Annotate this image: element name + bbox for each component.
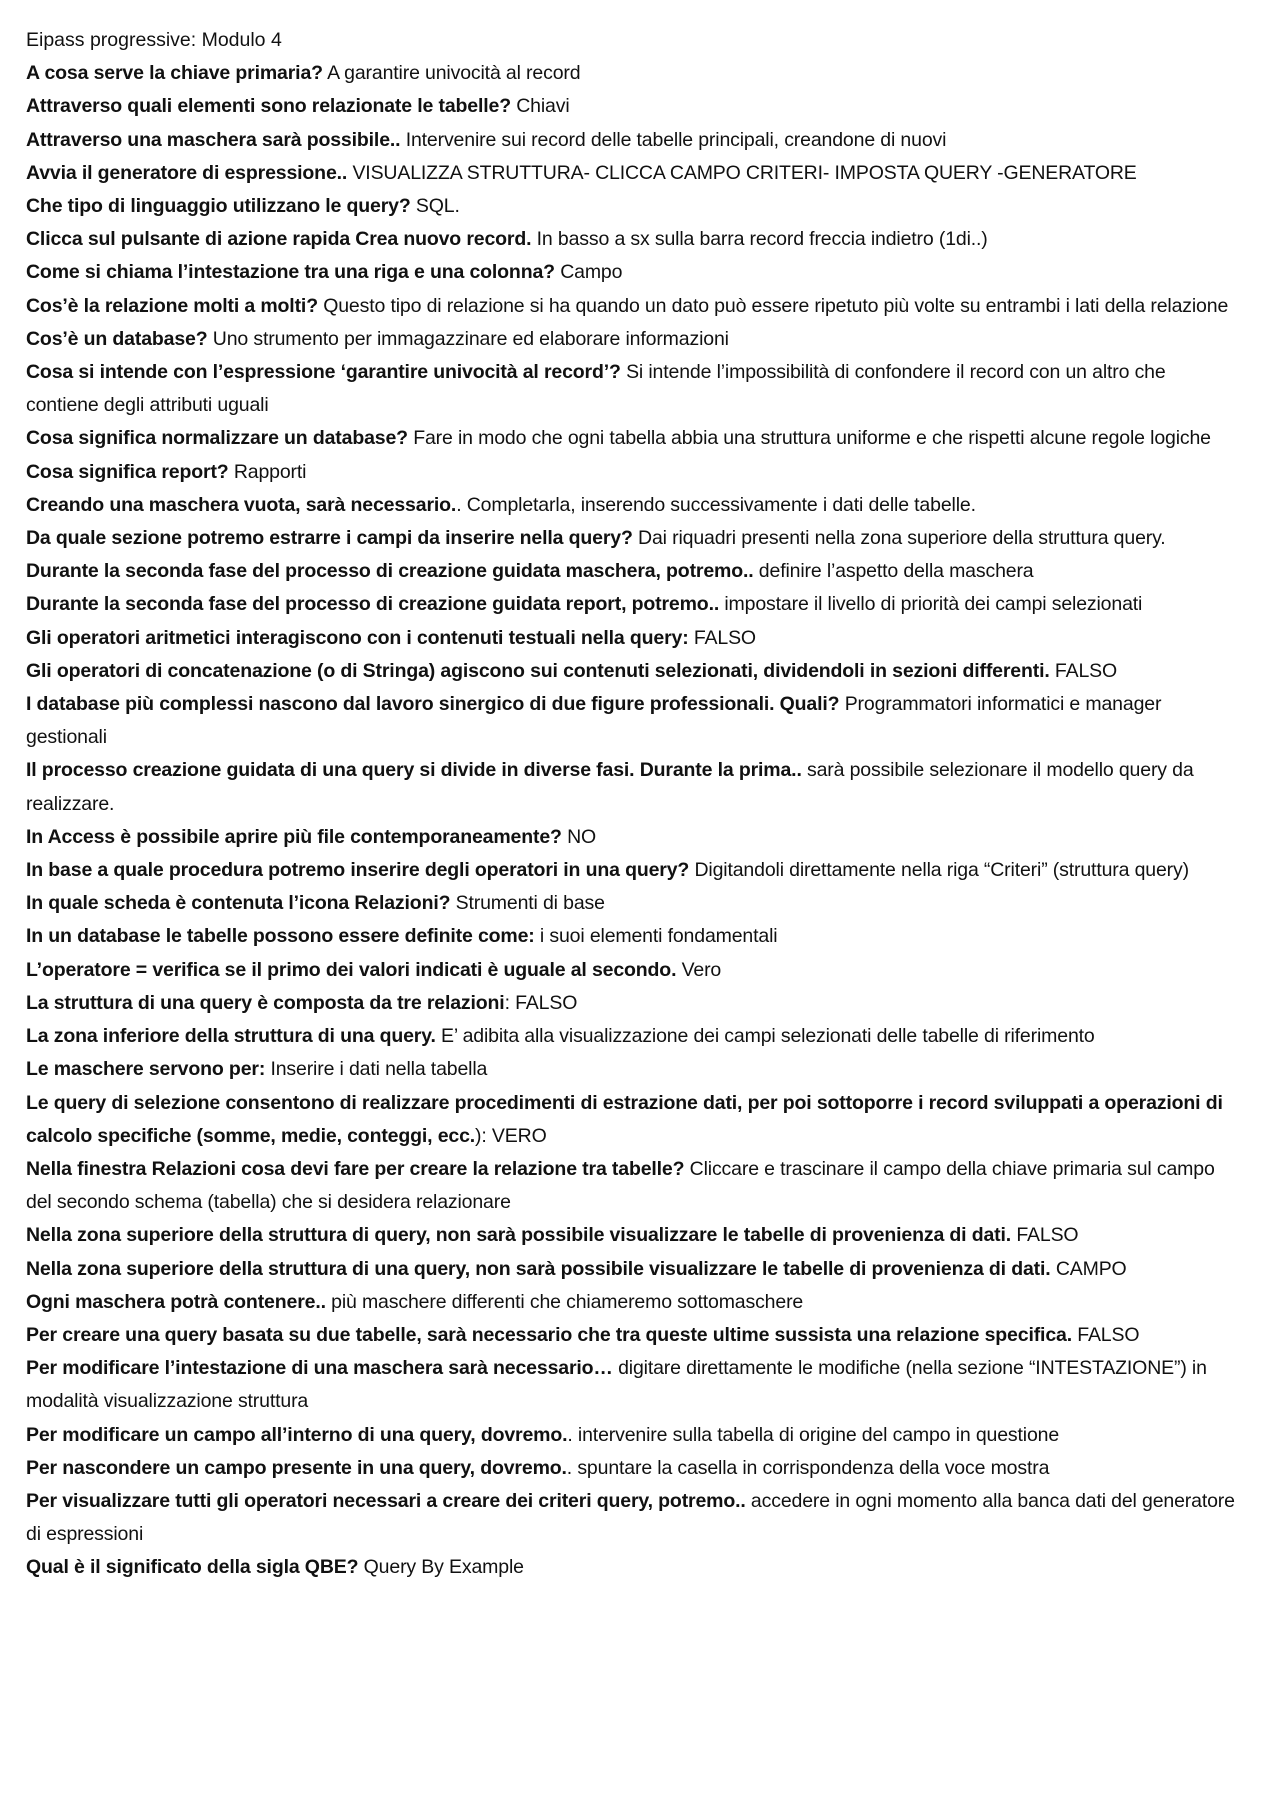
qa-answer: A garantire univocità al record xyxy=(322,62,581,85)
qa-question: Da quale sezione potremo estrarre i campi da inserire nella query? xyxy=(26,527,633,550)
qa-answer: FALSO xyxy=(1049,659,1118,682)
qa-answer: Rapporti xyxy=(228,460,307,483)
qa-answer: In basso a sx sulla barra record freccia indietro (1di..) xyxy=(531,228,988,251)
qa-item xyxy=(26,1087,1240,1153)
qa-question: In Access è possibile aprire più file contemporaneamente? xyxy=(26,825,562,848)
qa-item xyxy=(26,655,1240,688)
qa-question: Attraverso quali elementi sono relazionate le tabelle? xyxy=(26,95,511,118)
qa-item xyxy=(26,1053,1240,1086)
qa-answer: . Completarla, inserendo successivamente i dati delle tabelle. xyxy=(456,493,976,516)
qa-question: La struttura di una query è composta da tre relazioni xyxy=(26,991,505,1014)
qa-item xyxy=(26,920,1240,953)
qa-answer: digitare direttamente le modifiche (nella sezione “INTESTAZIONE”) in modalità visualizzazione struttura xyxy=(26,1357,1207,1413)
qa-question: Nella zona superiore della struttura di query, non sarà possibile visualizzare le tabelle di provenienza di dati. xyxy=(26,1224,1012,1247)
qa-item xyxy=(26,190,1240,223)
qa-answer: SQL. xyxy=(410,195,460,218)
qa-item xyxy=(26,223,1240,256)
qa-answer: : FALSO xyxy=(504,991,578,1014)
qa-item xyxy=(26,588,1240,621)
qa-item xyxy=(26,356,1240,422)
qa-question: Cos’è un database? xyxy=(26,327,208,350)
qa-item xyxy=(26,456,1240,489)
qa-question: Cosa significa report? xyxy=(26,460,229,483)
qa-answer: accedere in ogni momento alla banca dati del generatore di espressioni xyxy=(26,1489,1235,1546)
qa-answer: FALSO xyxy=(688,626,756,649)
qa-item xyxy=(26,522,1240,555)
qa-question: Le query di selezione consentono di realizzare procedimenti di estrazione dati, per poi sottoporre i record sviluppati a operazioni di calcolo specifiche (somme, medie, conteggi, ecc. xyxy=(26,1091,1223,1147)
qa-item xyxy=(26,323,1240,356)
qa-question: Cosa significa normalizzare un database? xyxy=(26,427,408,450)
qa-item xyxy=(26,1253,1240,1286)
qa-answer: Vero xyxy=(676,958,722,981)
qa-item xyxy=(26,821,1240,854)
qa-answer: definire l’aspetto della maschera xyxy=(753,560,1034,583)
qa-answer: sarà possibile selezionare il modello query da realizzare. xyxy=(26,759,1194,815)
qa-list xyxy=(26,57,1240,1584)
qa-item xyxy=(26,987,1240,1020)
qa-question: Attraverso una maschera sarà possibile.. xyxy=(26,128,401,151)
qa-answer: Query By Example xyxy=(358,1556,524,1579)
qa-question: Gli operatori di concatenazione (o di Stringa) agiscono sui contenuti selezionati, dividendoli in sezioni differenti. xyxy=(26,659,1050,682)
qa-question: Che tipo di linguaggio utilizzano le query? xyxy=(26,195,411,218)
qa-item xyxy=(26,754,1240,820)
qa-question: Per nascondere un campo presente in una query, dovremo. xyxy=(26,1456,567,1479)
qa-item xyxy=(26,422,1240,455)
qa-answer: ): VERO xyxy=(475,1124,547,1147)
qa-answer: Strumenti di base xyxy=(450,892,605,915)
qa-question: Come si chiama l’intestazione tra una riga e una colonna? xyxy=(26,261,555,284)
qa-question: Qual è il significato della sigla QBE? xyxy=(26,1556,359,1579)
qa-question: Gli operatori aritmetici interagiscono con i contenuti testuali nella query: xyxy=(26,626,689,649)
qa-question: Cos’è la relazione molti a molti? xyxy=(26,294,318,317)
qa-item xyxy=(26,489,1240,522)
qa-answer: più maschere differenti che chiameremo sottomaschere xyxy=(325,1290,804,1313)
qa-answer: Cliccare e trascinare il campo della chiave primaria sul campo del secondo schema (tabella) che si desidera relazionare xyxy=(26,1157,1215,1214)
qa-item xyxy=(26,57,1240,90)
qa-question: Creando una maschera vuota, sarà necessario. xyxy=(26,493,457,516)
qa-item xyxy=(26,1286,1240,1319)
qa-question: Le maschere servono per: xyxy=(26,1058,266,1081)
qa-question: Avvia il generatore di espressione.. xyxy=(26,161,348,184)
qa-item xyxy=(26,1352,1240,1418)
qa-answer: Dai riquadri presenti nella zona superiore della struttura query. xyxy=(632,527,1166,550)
qa-answer: Inserire i dati nella tabella xyxy=(265,1058,488,1081)
qa-answer: FALSO xyxy=(1011,1224,1079,1247)
qa-question: In quale scheda è contenuta l’icona Relazioni? xyxy=(26,892,451,915)
qa-question: Durante la seconda fase del processo di creazione guidata maschera, potremo.. xyxy=(26,560,754,583)
qa-question: In base a quale procedura potremo inserire degli operatori in una query? xyxy=(26,859,690,882)
qa-question: La zona inferiore della struttura di una query. xyxy=(26,1025,436,1048)
qa-question: Per modificare l’intestazione di una maschera sarà necessario… xyxy=(26,1357,613,1380)
qa-answer: Campo xyxy=(554,261,623,284)
qa-item xyxy=(26,124,1240,157)
qa-question: A cosa serve la chiave primaria? xyxy=(26,62,323,85)
qa-question: Ogni maschera potrà contenere.. xyxy=(26,1290,326,1313)
qa-question: Per modificare un campo all’interno di una query, dovremo. xyxy=(26,1423,568,1446)
qa-item xyxy=(26,622,1240,655)
qa-item xyxy=(26,1551,1240,1584)
qa-question: Cosa si intende con l’espressione ‘garantire univocità al record’? xyxy=(26,361,621,384)
qa-answer: Intervenire sui record delle tabelle principali, creandone di nuovi xyxy=(400,128,947,151)
qa-answer: Chiavi xyxy=(510,95,570,118)
qa-answer: Uno strumento per immagazzinare ed elaborare informazioni xyxy=(207,327,729,350)
qa-answer: i suoi elementi fondamentali xyxy=(534,925,778,948)
qa-answer: E’ adibita alla visualizzazione dei campi selezionati delle tabelle di riferimento xyxy=(435,1025,1095,1048)
qa-answer: Digitandoli direttamente nella riga “Criteri” (struttura query) xyxy=(689,859,1189,882)
qa-answer: Fare in modo che ogni tabella abbia una struttura uniforme e che rispetti alcune regole logiche xyxy=(407,427,1211,450)
qa-answer: . spuntare la casella in corrispondenza della voce mostra xyxy=(566,1456,1050,1479)
qa-question: Il processo creazione guidata di una query si divide in diverse fasi. Durante la prima.. xyxy=(26,759,802,782)
qa-item xyxy=(26,1485,1240,1551)
qa-question: Per visualizzare tutti gli operatori necessari a creare dei criteri query, potremo.. xyxy=(26,1489,746,1512)
qa-answer: impostare il livello di priorità dei campi selezionati xyxy=(719,593,1143,616)
qa-answer: FALSO xyxy=(1071,1323,1140,1346)
qa-item xyxy=(26,1153,1240,1219)
qa-item xyxy=(26,555,1240,588)
qa-item xyxy=(26,688,1240,754)
qa-question: In un database le tabelle possono essere definite come: xyxy=(26,925,535,948)
qa-answer: CAMPO xyxy=(1050,1257,1127,1280)
qa-question: Clicca sul pulsante di azione rapida Crea nuovo record. xyxy=(26,228,532,251)
qa-answer: . intervenire sulla tabella di origine del campo in questione xyxy=(567,1423,1060,1446)
qa-item xyxy=(26,1419,1240,1452)
qa-answer: Questo tipo di relazione si ha quando un dato può essere ripetuto più volte su entrambi i lati della relazione xyxy=(317,294,1229,317)
qa-question: Nella finestra Relazioni cosa devi fare per creare la relazione tra tabelle? xyxy=(26,1157,685,1180)
qa-item xyxy=(26,90,1240,123)
qa-item xyxy=(26,1452,1240,1485)
qa-answer: NO xyxy=(561,825,597,848)
qa-item xyxy=(26,256,1240,289)
qa-answer: Si intende l’impossibilità di confondere il record con un altro che contiene degli attributi uguali xyxy=(26,361,1166,417)
qa-answer: VISUALIZZA STRUTTURA- CLICCA CAMPO CRITERI- IMPOSTA QUERY -GENERATORE xyxy=(347,161,1137,184)
qa-item xyxy=(26,1319,1240,1352)
qa-question: Durante la seconda fase del processo di creazione guidata report, potremo.. xyxy=(26,593,720,616)
qa-item xyxy=(26,1219,1240,1252)
qa-item xyxy=(26,290,1240,323)
qa-item xyxy=(26,887,1240,920)
qa-item xyxy=(26,854,1240,887)
qa-answer: Programmatori informatici e manager gestionali xyxy=(26,693,1162,749)
qa-question: Nella zona superiore della struttura di una query, non sarà possibile visualizzare le tabelle di provenienza di dati. xyxy=(26,1257,1051,1280)
document-title: Eipass progressive: Modulo 4 xyxy=(26,29,282,51)
qa-question: Per creare una query basata su due tabelle, sarà necessario che tra queste ultime sussista una relazione specifica. xyxy=(26,1323,1072,1346)
qa-item xyxy=(26,954,1240,987)
qa-question: L’operatore = verifica se il primo dei valori indicati è uguale al secondo. xyxy=(26,958,677,981)
qa-item xyxy=(26,1020,1240,1053)
qa-question: I database più complessi nascono dal lavoro sinergico di due figure professionali. Quali? xyxy=(26,693,840,716)
qa-item xyxy=(26,157,1240,190)
